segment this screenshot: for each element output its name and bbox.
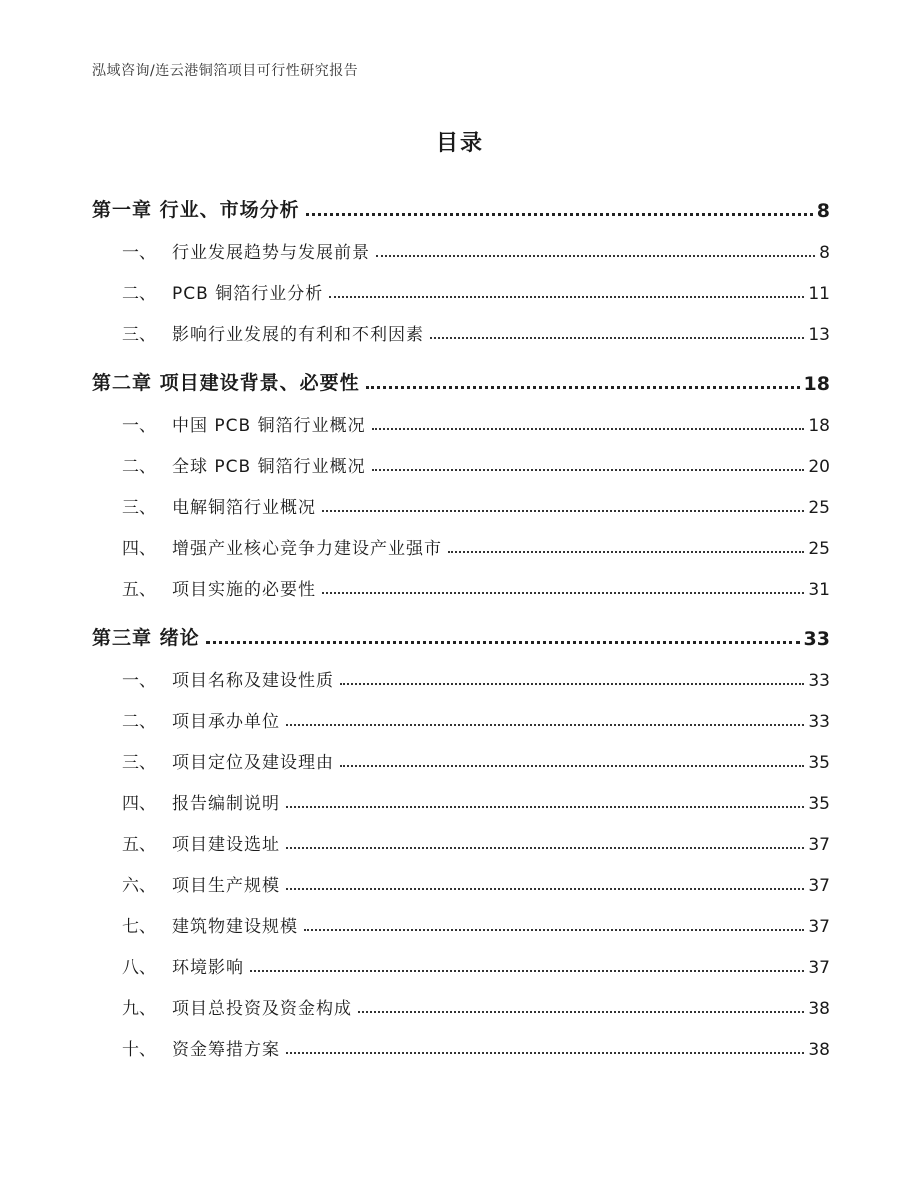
toc-dot-leader (322, 592, 804, 594)
toc-dot-leader (430, 337, 804, 339)
toc-entry-label: 项目总投资及资金构成 (172, 999, 352, 1019)
toc-page-number: 8 (816, 200, 830, 222)
toc-entry-number: 二、 (122, 457, 156, 477)
toc-entry-number: 一、 (122, 243, 156, 263)
toc-section-entry[interactable] (92, 691, 830, 732)
toc-entry-label: 影响行业发展的有利和不利因素 (172, 325, 424, 345)
toc-entry-number: 一、 (122, 671, 156, 691)
toc-entry-number: 二、 (122, 284, 156, 304)
toc-dot-leader (372, 469, 805, 471)
toc-entry-label: 项目建设选址 (172, 835, 280, 855)
toc-entry-number: 八、 (122, 958, 156, 978)
toc-entry-label: 增强产业核心竞争力建设产业强市 (172, 539, 442, 559)
toc-section-entry[interactable] (92, 732, 830, 773)
toc-section-entry[interactable] (92, 773, 830, 814)
toc-entry-label: 报告编制说明 (172, 794, 280, 814)
toc-entry-number: 九、 (122, 999, 156, 1019)
toc-entry-number: 四、 (122, 794, 156, 814)
toc-section-entry[interactable] (92, 395, 830, 436)
toc-entry-label: 第二章 项目建设背景、必要性 (92, 372, 360, 394)
toc-page-number: 31 (808, 580, 830, 600)
toc-section-entry[interactable] (92, 518, 830, 559)
toc-entry-label: 资金筹措方案 (172, 1040, 280, 1060)
toc-dot-leader (286, 724, 804, 726)
toc-section-entry[interactable] (92, 559, 830, 600)
toc-entry-label: 第一章 行业、市场分析 (92, 199, 300, 221)
toc-page-number: 13 (808, 325, 830, 345)
toc-dot-leader (358, 1011, 804, 1013)
toc-entry-label: 第三章 绪论 (92, 627, 200, 649)
page-title: 目录 (435, 131, 484, 156)
toc-page-number: 18 (803, 373, 830, 395)
toc-dot-leader (286, 888, 804, 890)
toc-entry-number: 五、 (122, 580, 156, 600)
toc-dot-leader (286, 806, 804, 808)
toc-chapter-entry[interactable] (92, 354, 830, 395)
toc-dot-leader (340, 683, 804, 685)
toc-dot-leader (448, 551, 804, 553)
toc-entry-label: PCB 铜箔行业分析 (172, 284, 324, 304)
toc-entry-label: 项目承办单位 (172, 712, 280, 732)
toc-page-number: 8 (819, 243, 830, 263)
toc-section-entry[interactable] (92, 650, 830, 691)
toc-dot-leader (340, 765, 804, 767)
toc-entry-label: 项目实施的必要性 (172, 580, 316, 600)
toc-dot-leader (322, 510, 804, 512)
toc-entry-number: 二、 (122, 712, 156, 732)
toc-entry-number: 四、 (122, 539, 156, 559)
toc-entry-number: 十、 (122, 1040, 156, 1060)
toc-section-entry[interactable] (92, 937, 830, 978)
toc-entry-label: 建筑物建设规模 (172, 917, 298, 937)
toc-dot-leader (286, 1052, 804, 1054)
toc-entry-label: 环境影响 (172, 958, 244, 978)
toc-entry-number: 六、 (122, 876, 156, 896)
toc-chapter-entry[interactable] (92, 609, 830, 650)
toc-chapter-entry[interactable] (92, 181, 830, 222)
toc-entry-number: 三、 (122, 498, 156, 518)
toc-page-number: 20 (808, 457, 830, 477)
toc-page-number: 33 (808, 671, 830, 691)
toc-page-number: 18 (808, 416, 830, 436)
toc-page-number: 38 (808, 999, 830, 1019)
toc-dot-leader (250, 970, 804, 972)
toc-section-entry[interactable] (92, 896, 830, 937)
toc-page-number: 35 (808, 794, 830, 814)
toc-dot-leader (286, 847, 804, 849)
toc-section-entry[interactable] (92, 814, 830, 855)
toc-entry-label: 电解铜箔行业概况 (172, 498, 316, 518)
toc-dot-leader (376, 255, 815, 257)
toc-page-number: 25 (808, 498, 830, 518)
toc-entry-number: 五、 (122, 835, 156, 855)
toc-entry-label: 项目名称及建设性质 (172, 671, 334, 691)
toc-section-entry[interactable] (92, 978, 830, 1019)
toc-entry-number: 一、 (122, 416, 156, 436)
toc-entry-label: 行业发展趋势与发展前景 (172, 243, 370, 263)
table-of-contents (92, 181, 830, 1060)
toc-entry-label: 全球 PCB 铜箔行业概况 (172, 457, 366, 477)
toc-entry-label: 项目生产规模 (172, 876, 280, 896)
toc-entry-label: 中国 PCB 铜箔行业概况 (172, 416, 366, 436)
toc-entry-number: 三、 (122, 753, 156, 773)
toc-dot-leader (372, 428, 805, 430)
toc-page-number: 25 (808, 539, 830, 559)
toc-section-entry[interactable] (92, 1019, 830, 1060)
toc-section-entry[interactable] (92, 263, 830, 304)
toc-page-number: 37 (808, 958, 830, 978)
toc-dot-leader (306, 213, 813, 216)
toc-entry-label: 项目定位及建设理由 (172, 753, 334, 773)
toc-section-entry[interactable] (92, 436, 830, 477)
toc-entry-number: 七、 (122, 917, 156, 937)
toc-section-entry[interactable] (92, 222, 830, 263)
toc-section-entry[interactable] (92, 477, 830, 518)
toc-page-number: 37 (808, 876, 830, 896)
toc-entry-number: 三、 (122, 325, 156, 345)
toc-dot-leader (366, 386, 800, 389)
toc-page-number: 33 (803, 628, 830, 650)
running-header: 泓域咨询/连云港铜箔项目可行性研究报告 (92, 63, 359, 79)
toc-page-number: 37 (808, 835, 830, 855)
toc-page-number: 37 (808, 917, 830, 937)
toc-page-number: 38 (808, 1040, 830, 1060)
toc-section-entry[interactable] (92, 855, 830, 896)
toc-section-entry[interactable] (92, 304, 830, 345)
toc-page-number: 33 (808, 712, 830, 732)
toc-page-number: 35 (808, 753, 830, 773)
toc-dot-leader (304, 929, 804, 931)
toc-dot-leader (329, 296, 804, 298)
toc-page-number: 11 (808, 284, 830, 304)
toc-dot-leader (206, 641, 800, 644)
